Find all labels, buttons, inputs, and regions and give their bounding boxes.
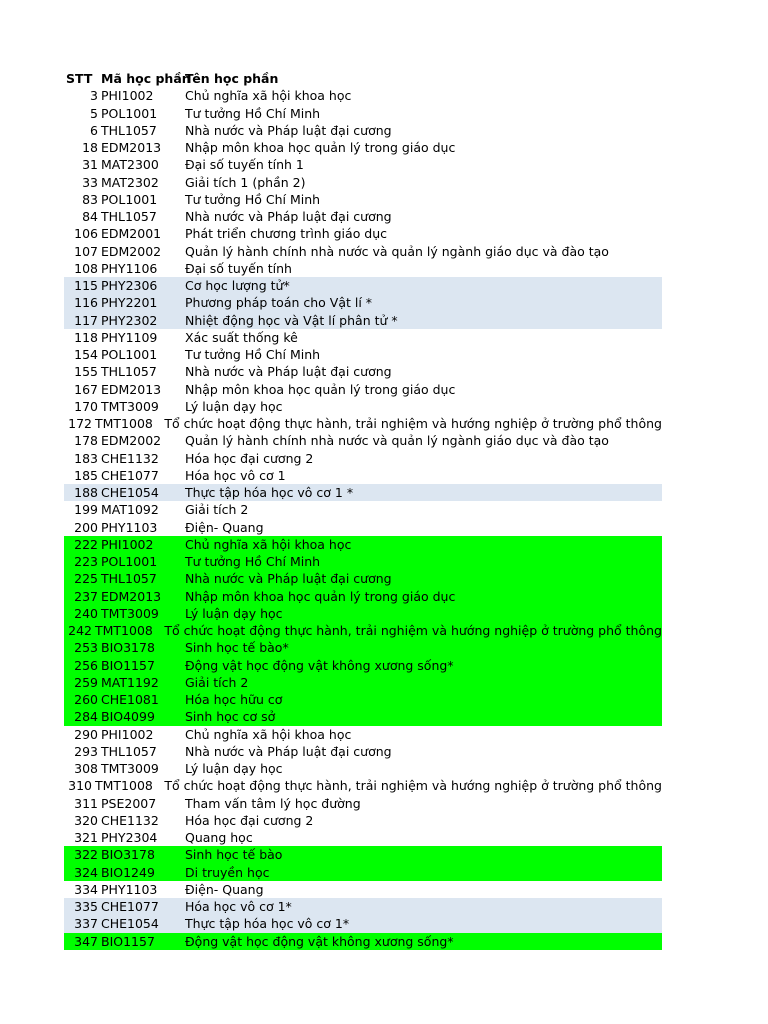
cell-course-name: Cơ học lượng tử* <box>185 278 290 293</box>
cell-course-name: Chủ nghĩa xã hội khoa học <box>185 536 352 552</box>
table-row <box>64 312 662 329</box>
cell-stt: 334 <box>74 881 98 897</box>
cell-stt: 170 <box>74 398 98 414</box>
cell-course-name: Phương pháp toán cho Vật lí * <box>185 295 373 311</box>
table-row <box>64 87 662 104</box>
table-row <box>64 122 662 139</box>
cell-course-name: Tư tưởng Hồ Chí Minh <box>185 347 321 362</box>
cell-course-name: Nhà nước và Pháp luật đại cương <box>185 364 392 380</box>
table-row <box>64 933 662 950</box>
cell-course-code: CHE1054 <box>101 485 159 500</box>
cell-course-name: Quản lý hành chính nhà nước và quản lý ngành giáo dục và đào tạo <box>185 433 609 449</box>
cell-course-name: Giải tích 2 <box>185 502 249 518</box>
table-row <box>64 657 662 674</box>
cell-course-code: MAT1092 <box>101 502 159 518</box>
cell-stt: 115 <box>74 278 98 293</box>
cell-course-code: POL1001 <box>101 554 158 569</box>
cell-course-code: PHY2302 <box>101 312 158 328</box>
table-row <box>64 829 662 846</box>
cell-stt: 107 <box>74 243 98 259</box>
cell-course-code: BIO1249 <box>101 864 155 880</box>
cell-stt: 311 <box>74 795 98 811</box>
cell-course-name: Nhiệt động học và Vật lí phân tử * <box>185 312 398 328</box>
cell-stt: 223 <box>74 554 98 569</box>
cell-stt: 290 <box>74 726 98 742</box>
cell-course-code: PHY2306 <box>101 278 158 293</box>
cell-stt: 6 <box>90 122 98 138</box>
cell-course-code: EDM2013 <box>101 381 162 397</box>
table-row <box>64 588 662 605</box>
table-row <box>64 622 662 639</box>
cell-course-code: TMT3009 <box>101 761 159 776</box>
cell-course-name: Đại số tuyến tính <box>185 260 292 276</box>
cell-course-code: PHY1103 <box>101 881 158 897</box>
cell-course-name: Nhập môn khoa học quản lý trong giáo dục <box>185 381 456 397</box>
cell-course-name: Giải tích 1 (phần 2) <box>185 174 306 190</box>
cell-stt: 321 <box>74 830 98 845</box>
cell-course-name: Phát triển chương trình giáo dục <box>185 226 388 242</box>
cell-course-name: Quản lý hành chính nhà nước và quản lý ngành giáo dục và đào tạo <box>185 243 609 259</box>
cell-course-code: PHY1103 <box>101 519 158 535</box>
cell-course-code: BIO3178 <box>101 847 155 863</box>
table-row <box>64 553 662 570</box>
cell-course-name: Điện- Quang <box>185 881 264 897</box>
cell-course-name: Sinh học cơ sở <box>185 709 276 725</box>
cell-course-name: Chủ nghĩa xã hội khoa học <box>185 726 352 742</box>
cell-stt: 253 <box>74 640 98 656</box>
table-row <box>64 329 662 346</box>
table-header <box>64 70 662 87</box>
table-row <box>64 260 662 277</box>
cell-stt: 335 <box>74 899 98 914</box>
cell-stt: 242 <box>68 623 92 638</box>
cell-course-name: Nhập môn khoa học quản lý trong giáo dục <box>185 588 456 604</box>
table-row <box>64 674 662 691</box>
cell-stt: 308 <box>74 761 98 776</box>
cell-course-code: CHE1132 <box>101 812 159 828</box>
cell-stt: 118 <box>74 329 98 345</box>
table-row <box>64 708 662 725</box>
cell-course-code: EDM2013 <box>101 588 162 604</box>
cell-course-code: BIO3178 <box>101 640 155 656</box>
cell-stt: 322 <box>74 847 98 863</box>
cell-course-code: TMT3009 <box>101 398 159 414</box>
cell-course-name: Tổ chức hoạt động thực hành, trải nghiệm và hướng nghiệp ở trường phổ thông <box>164 416 662 431</box>
cell-stt: 225 <box>74 571 98 587</box>
table-row <box>64 605 662 622</box>
cell-course-code: EDM2002 <box>101 243 162 259</box>
cell-course-code: PHI1002 <box>101 536 154 552</box>
cell-course-code: MAT1192 <box>101 674 159 690</box>
course-table <box>64 70 662 950</box>
cell-stt: 106 <box>74 226 98 242</box>
cell-stt: 167 <box>74 381 98 397</box>
cell-course-code: PHY2201 <box>101 295 158 311</box>
cell-course-code: CHE1132 <box>101 450 159 466</box>
table-body <box>64 87 662 950</box>
cell-course-name: Nhà nước và Pháp luật đại cương <box>185 209 392 224</box>
cell-course-code: CHE1077 <box>101 467 159 483</box>
cell-course-name: Điện- Quang <box>185 519 264 535</box>
cell-course-code: TMT3009 <box>101 605 159 621</box>
cell-course-code: THL1057 <box>101 571 157 587</box>
cell-course-code: THL1057 <box>101 209 157 224</box>
table-row <box>64 812 662 829</box>
cell-stt: 320 <box>74 812 98 828</box>
cell-course-code: CHE1054 <box>101 916 159 932</box>
cell-stt: 3 <box>90 88 98 104</box>
cell-course-name: Sinh học tế bào* <box>185 640 289 656</box>
table-row <box>64 243 662 260</box>
cell-stt: 199 <box>74 502 98 518</box>
table-row <box>64 105 662 122</box>
cell-course-name: Nhà nước và Pháp luật đại cương <box>185 122 392 138</box>
cell-course-name: Tư tưởng Hồ Chí Minh <box>185 554 321 569</box>
cell-course-code: TMT1008 <box>95 416 153 431</box>
table-row <box>64 467 662 484</box>
cell-course-name: Động vật học động vật không xương sống* <box>185 657 454 673</box>
cell-course-name: Nhà nước và Pháp luật đại cương <box>185 743 392 759</box>
cell-course-code: PHY1106 <box>101 260 158 276</box>
cell-course-code: TMT1008 <box>95 778 153 794</box>
cell-course-code: EDM2013 <box>101 140 162 155</box>
cell-course-name: Hóa học đại cương 2 <box>185 450 314 466</box>
cell-stt: 83 <box>82 191 98 207</box>
table-row <box>64 691 662 708</box>
cell-course-name: Đại số tuyến tính 1 <box>185 157 304 173</box>
table-row <box>64 743 662 760</box>
cell-stt: 188 <box>74 485 98 500</box>
table-row <box>64 346 662 363</box>
cell-course-code: BIO4099 <box>101 709 155 725</box>
cell-stt: 33 <box>82 174 98 190</box>
table-row <box>64 846 662 863</box>
table-row <box>64 519 662 536</box>
cell-course-code: PHY1109 <box>101 329 158 345</box>
table-row <box>64 398 662 415</box>
cell-stt: 108 <box>74 260 98 276</box>
table-row <box>64 898 662 915</box>
table-row <box>64 450 662 467</box>
table-row <box>64 415 662 432</box>
table-row <box>64 777 662 794</box>
cell-stt: 178 <box>74 433 98 449</box>
cell-stt: 240 <box>74 605 98 621</box>
cell-course-code: THL1057 <box>101 122 157 138</box>
cell-course-code: POL1001 <box>101 191 158 207</box>
table-row <box>64 570 662 587</box>
cell-stt: 347 <box>74 933 98 949</box>
cell-course-name: Giải tích 2 <box>185 674 249 690</box>
cell-course-name: Lý luận dạy học <box>185 761 283 776</box>
cell-stt: 183 <box>74 450 98 466</box>
cell-course-name: Hóa học hữu cơ <box>185 692 283 707</box>
cell-course-name: Di truyền học <box>185 864 270 880</box>
cell-course-code: TMT1008 <box>95 623 153 638</box>
cell-course-name: Sinh học tế bào <box>185 847 283 863</box>
cell-stt: 185 <box>74 467 98 483</box>
cell-course-name: Quang học <box>185 830 253 845</box>
cell-course-code: PHI1002 <box>101 726 154 742</box>
cell-stt: 310 <box>68 778 92 794</box>
cell-course-code: MAT2302 <box>101 174 159 190</box>
cell-stt: 259 <box>74 674 98 690</box>
table-row <box>64 864 662 881</box>
cell-course-code: THL1057 <box>101 364 157 380</box>
cell-course-name: Hóa học đại cương 2 <box>185 812 314 828</box>
cell-stt: 116 <box>74 295 98 311</box>
table-row <box>64 208 662 225</box>
cell-course-name: Thực tập hóa học vô cơ 1* <box>185 916 350 932</box>
cell-course-name: Nhà nước và Pháp luật đại cương <box>185 571 392 587</box>
table-row <box>64 191 662 208</box>
table-row <box>64 795 662 812</box>
cell-stt: 18 <box>82 140 98 155</box>
cell-course-name: Lý luận dạy học <box>185 398 283 414</box>
table-row <box>64 363 662 380</box>
cell-stt: 200 <box>74 519 98 535</box>
header-course-code: Mã học phần <box>101 71 191 86</box>
cell-course-code: BIO1157 <box>101 933 155 949</box>
header-course-name: Tên học phần <box>185 71 279 86</box>
cell-course-code: PSE2007 <box>101 795 157 811</box>
cell-stt: 31 <box>82 157 98 173</box>
table-row <box>64 139 662 156</box>
cell-stt: 256 <box>74 657 98 673</box>
cell-course-code: POL1001 <box>101 105 158 121</box>
cell-course-name: Tư tưởng Hồ Chí Minh <box>185 191 321 207</box>
cell-course-name: Tham vấn tâm lý học đường <box>185 795 361 811</box>
table-row <box>64 915 662 932</box>
cell-course-name: Tổ chức hoạt động thực hành, trải nghiệm và hướng nghiệp ở trường phổ thông <box>164 623 662 638</box>
table-row <box>64 174 662 191</box>
table-row <box>64 639 662 656</box>
cell-stt: 222 <box>74 536 98 552</box>
table-row <box>64 484 662 501</box>
cell-course-code: PHI1002 <box>101 88 154 104</box>
cell-course-code: BIO1157 <box>101 657 155 673</box>
cell-course-name: Xác suất thống kê <box>185 329 298 345</box>
cell-stt: 84 <box>82 209 98 224</box>
cell-stt: 293 <box>74 743 98 759</box>
cell-course-code: PHY2304 <box>101 830 158 845</box>
cell-stt: 260 <box>74 692 98 707</box>
table-row <box>64 536 662 553</box>
table-row <box>64 225 662 242</box>
cell-stt: 155 <box>74 364 98 380</box>
cell-course-name: Tổ chức hoạt động thực hành, trải nghiệm và hướng nghiệp ở trường phổ thông <box>164 778 662 794</box>
table-row <box>64 277 662 294</box>
table-row <box>64 432 662 449</box>
cell-stt: 154 <box>74 347 98 362</box>
cell-course-code: CHE1077 <box>101 899 159 914</box>
cell-course-name: Tư tưởng Hồ Chí Minh <box>185 105 321 121</box>
cell-course-code: THL1057 <box>101 743 157 759</box>
table-row <box>64 156 662 173</box>
table-row <box>64 501 662 518</box>
cell-course-code: CHE1081 <box>101 692 159 707</box>
table-row <box>64 381 662 398</box>
cell-course-name: Hóa học vô cơ 1 <box>185 467 286 483</box>
cell-course-code: MAT2300 <box>101 157 159 173</box>
cell-course-name: Chủ nghĩa xã hội khoa học <box>185 88 352 104</box>
header-stt: STT <box>66 71 93 86</box>
cell-stt: 172 <box>68 416 92 431</box>
cell-stt: 237 <box>74 588 98 604</box>
cell-course-code: EDM2002 <box>101 433 162 449</box>
cell-stt: 5 <box>90 105 98 121</box>
table-row <box>64 760 662 777</box>
cell-course-name: Động vật học động vật không xương sống* <box>185 933 454 949</box>
cell-course-name: Hóa học vô cơ 1* <box>185 899 292 914</box>
cell-course-code: POL1001 <box>101 347 158 362</box>
cell-course-name: Thực tập hóa học vô cơ 1 * <box>185 485 354 500</box>
table-row <box>64 294 662 311</box>
table-row <box>64 726 662 743</box>
cell-course-code: EDM2001 <box>101 226 162 242</box>
cell-stt: 117 <box>74 312 98 328</box>
cell-stt: 337 <box>74 916 98 932</box>
cell-stt: 284 <box>74 709 98 725</box>
cell-course-name: Nhập môn khoa học quản lý trong giáo dục <box>185 140 456 155</box>
table-row <box>64 881 662 898</box>
cell-stt: 324 <box>74 864 98 880</box>
cell-course-name: Lý luận dạy học <box>185 605 283 621</box>
